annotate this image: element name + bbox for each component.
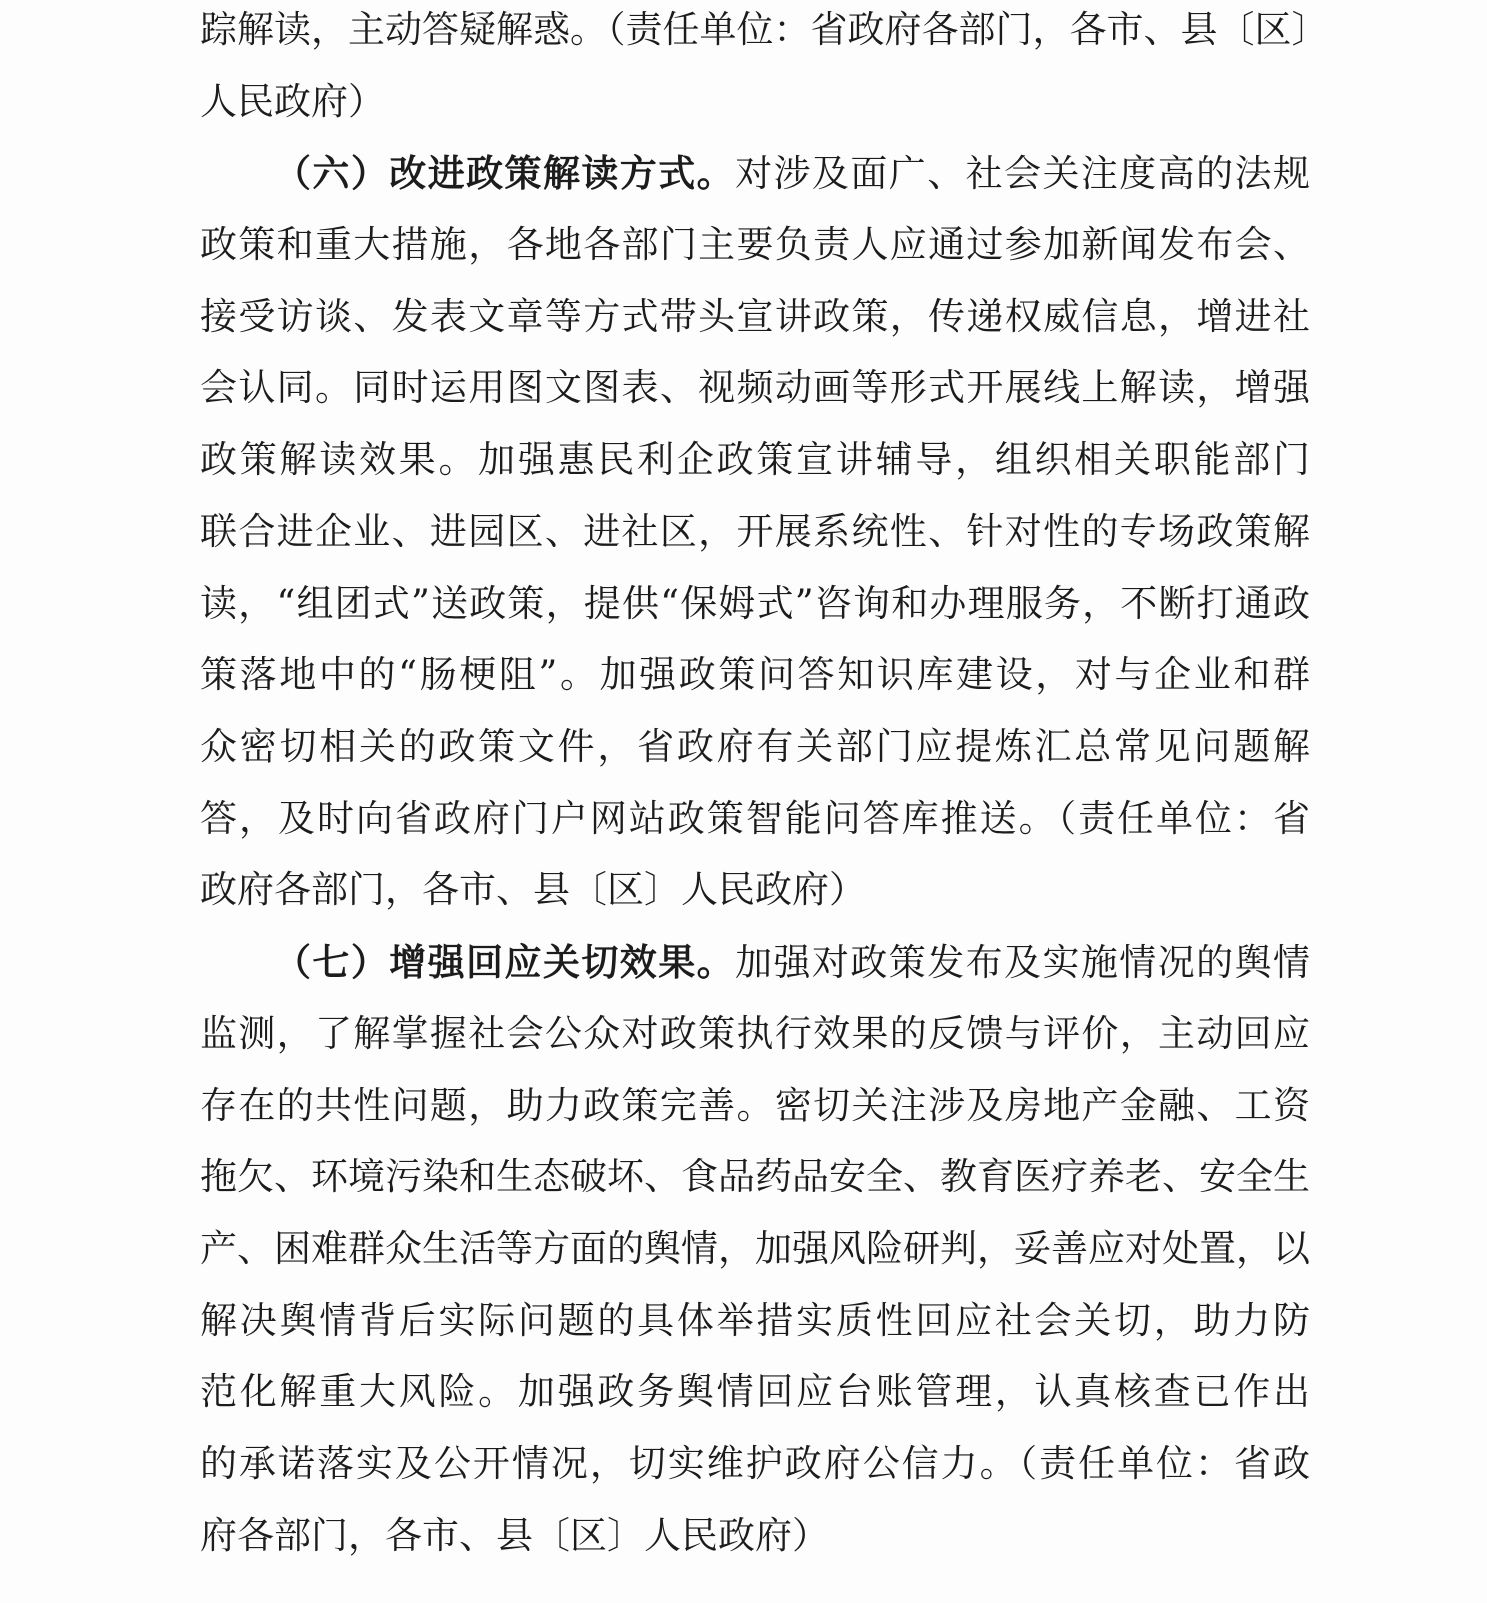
text-line: 存在的共性问题，助力政策完善。密切关注涉及房地产金融、工资 (200, 1084, 1310, 1127)
text-line: 政府各部门，各市、县〔区〕人民政府） (200, 868, 866, 911)
text-line: 拖欠、环境污染和生态破坏、食品药品安全、教育医疗养老、安全生 (200, 1155, 1310, 1198)
text-line: 政策解读效果。加强惠民利企政策宣讲辅导，组织相关职能部门 (200, 438, 1310, 481)
text-line: 范化解重大风险。加强政务舆情回应台账管理，认真核查已作出 (200, 1370, 1310, 1413)
section-heading: （七）增强回应关切效果。 (274, 940, 736, 984)
text-line: 接受访谈、发表文章等方式带头宣讲政策，传递权威信息，增进社 (200, 295, 1310, 338)
text-line: 政策和重大措施，各地各部门主要负责人应通过参加新闻发布会、 (200, 223, 1310, 266)
text-line: 会认同。同时运用图文图表、视频动画等形式开展线上解读，增强 (200, 366, 1310, 409)
text-line: 监测，了解掌握社会公众对政策执行效果的反馈与评价，主动回应 (200, 1012, 1310, 1055)
text-line: 人民政府） (200, 80, 385, 123)
section-seven-heading-line: （七）增强回应关切效果。加强对政策发布及实施情况的舆情 (274, 940, 1311, 984)
text-line: 读，“组团式”送政策，提供“保姆式”咨询和办理服务，不断打通政 (200, 582, 1310, 625)
text-line: 府各部门，各市、县〔区〕人民政府） (200, 1514, 829, 1557)
text-line: 答，及时向省政府门户网站政策智能问答库推送。（责任单位：省 (200, 797, 1310, 840)
text-line: 解决舆情背后实际问题的具体举措实质性回应社会关切，助力防 (200, 1299, 1310, 1342)
text-line: 的承诺落实及公开情况，切实维护政府公信力。（责任单位：省政 (200, 1442, 1310, 1485)
text-line: 产、困难群众生活等方面的舆情，加强风险研判，妥善应对处置，以 (200, 1227, 1310, 1270)
text-line: 联合进企业、进园区、进社区，开展系统性、针对性的专场政策解 (200, 510, 1310, 553)
text-line: 踪解读，主动答疑解惑。（责任单位：省政府各部门，各市、县〔区〕 (200, 8, 1329, 51)
text-line: 策落地中的“肠梗阻”。加强政策问答知识库建设，对与企业和群 (200, 653, 1310, 696)
section-six-heading-line: （六）改进政策解读方式。对涉及面广、社会关注度高的法规 (274, 151, 1311, 195)
text-line: 众密切相关的政策文件，省政府有关部门应提炼汇总常见问题解 (200, 725, 1310, 768)
section-heading: （六）改进政策解读方式。 (274, 151, 736, 195)
